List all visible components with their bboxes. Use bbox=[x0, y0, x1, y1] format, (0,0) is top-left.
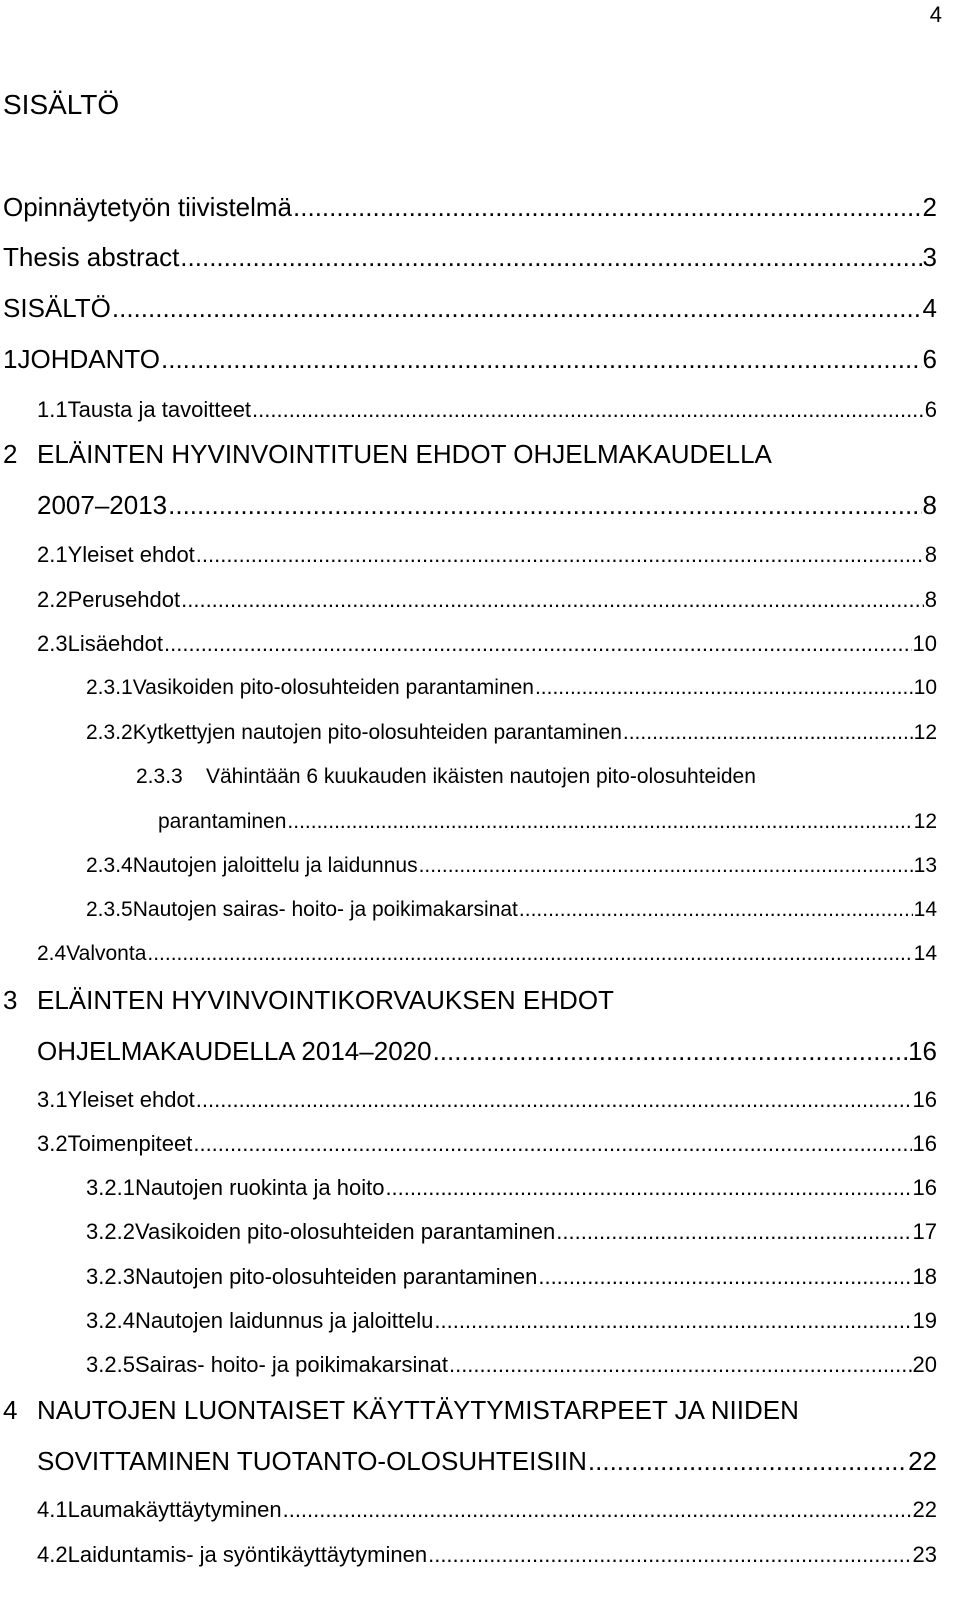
dot-leader bbox=[538, 1262, 911, 1292]
toc-entry[interactable] bbox=[37, 488, 937, 522]
toc-entry-number: 4.2 bbox=[37, 1542, 68, 1567]
toc-entry-page: 22 bbox=[908, 1446, 937, 1476]
toc-entry-page: 10 bbox=[913, 676, 937, 699]
toc-entry[interactable] bbox=[37, 940, 937, 968]
toc-entry-number: 2.4 bbox=[37, 942, 67, 965]
toc-entry-title: Nautojen ruokinta ja hoito bbox=[134, 1175, 385, 1200]
toc-entry-first-line[interactable] bbox=[3, 437, 772, 471]
toc-entry-title: Tausta ja tavoitteet bbox=[67, 397, 252, 422]
toc-entry-page: 18 bbox=[912, 1264, 937, 1289]
dot-leader bbox=[556, 1217, 911, 1247]
toc-entry-title: Yleiset ehdot bbox=[67, 542, 195, 567]
toc-entry[interactable] bbox=[3, 190, 937, 224]
toc-entry-number: 3.2.3 bbox=[86, 1264, 135, 1289]
toc-entry[interactable] bbox=[3, 240, 937, 274]
toc-entry-number: 1 bbox=[3, 344, 18, 374]
toc-entry[interactable] bbox=[86, 1350, 937, 1380]
toc-entry-page: 16 bbox=[912, 1087, 937, 1112]
dot-leader bbox=[287, 808, 912, 836]
toc-entry-page: 16 bbox=[912, 1175, 937, 1200]
toc-entry-title: Lisäehdot bbox=[67, 631, 164, 656]
toc-entry-title: Nautojen jaloittelu ja laidunnus bbox=[132, 854, 418, 877]
toc-entry[interactable] bbox=[86, 719, 937, 747]
toc-entry[interactable] bbox=[37, 1034, 937, 1068]
toc-entry-page: 12 bbox=[913, 721, 937, 744]
toc-entry-title: Sairas- hoito- ja poikimakarsinat bbox=[134, 1352, 448, 1377]
toc-entry[interactable] bbox=[37, 1495, 937, 1525]
toc-entry-title: Nautojen laidunnus ja jaloittelu bbox=[134, 1308, 434, 1333]
dot-leader bbox=[196, 1085, 912, 1115]
toc-entry-title: Thesis abstract bbox=[3, 242, 180, 272]
toc-entry[interactable] bbox=[86, 1262, 937, 1292]
toc-entry[interactable] bbox=[86, 1217, 937, 1247]
toc-entry-number: 2.3.5 bbox=[86, 898, 133, 921]
dot-leader bbox=[428, 1540, 911, 1570]
toc-entry[interactable] bbox=[3, 342, 937, 376]
toc-entry-title-line2: SOVITTAMINEN TUOTANTO-OLOSUHTEISIIN bbox=[37, 1446, 587, 1476]
toc-entry-page: 6 bbox=[922, 344, 937, 374]
toc-entry-title: Yleiset ehdot bbox=[67, 1087, 195, 1112]
toc-entry-page: 16 bbox=[912, 1131, 937, 1156]
page-title: SISÄLTÖ bbox=[3, 89, 120, 120]
toc-entry-number: 2.3.3 bbox=[136, 765, 183, 788]
toc-entry-page: 19 bbox=[912, 1308, 937, 1333]
toc-entry-title: Opinnäytetyön tiivistelmä bbox=[3, 192, 293, 222]
toc-entry-title: Vasikoiden pito-olosuhteiden parantaminen bbox=[134, 1219, 556, 1244]
toc-entry-page: 3 bbox=[922, 242, 937, 272]
toc-entry-first-line[interactable] bbox=[3, 1393, 799, 1427]
dot-leader bbox=[449, 1350, 912, 1380]
toc-entry[interactable] bbox=[86, 852, 937, 880]
toc-entry-number: 3.2.1 bbox=[86, 1175, 135, 1200]
toc-entry[interactable] bbox=[37, 1444, 937, 1478]
dot-leader bbox=[164, 629, 912, 659]
toc-entry-title: Vasikoiden pito-olosuhteiden parantaminen bbox=[132, 676, 534, 699]
dot-leader bbox=[181, 585, 924, 615]
toc-entry-number: 3.1 bbox=[37, 1087, 68, 1112]
toc-entry-title: JOHDANTO bbox=[17, 344, 160, 374]
toc-entry-page: 2 bbox=[922, 192, 937, 222]
toc-entry-title: Laiduntamis- ja syöntikäyttäytyminen bbox=[67, 1542, 428, 1567]
toc-entry-page: 16 bbox=[908, 1036, 937, 1066]
dot-leader bbox=[433, 1034, 908, 1068]
toc-entry[interactable] bbox=[37, 1085, 937, 1115]
toc-entry-page: 20 bbox=[912, 1352, 937, 1377]
toc-entry[interactable] bbox=[86, 1173, 937, 1203]
toc-entry-number: 3.2 bbox=[37, 1131, 68, 1156]
toc-entry-number: 1.1 bbox=[37, 397, 68, 422]
toc-entry-first-line[interactable] bbox=[136, 763, 756, 791]
toc-entry-number: 3.2.5 bbox=[86, 1352, 135, 1377]
toc-entry-number: 2.2 bbox=[37, 587, 68, 612]
toc-entry-number: 2.3.2 bbox=[86, 721, 133, 744]
toc-entry[interactable] bbox=[86, 1306, 937, 1336]
dot-leader bbox=[161, 342, 922, 376]
dot-leader bbox=[283, 1495, 912, 1525]
toc-entry-title-line2: 2007–2013 bbox=[37, 490, 168, 520]
dot-leader bbox=[434, 1306, 911, 1336]
toc-entry-number: 2 bbox=[3, 439, 18, 469]
toc-entry-title: Nautojen sairas- hoito- ja poikimakarsinat bbox=[132, 898, 518, 921]
page-number: 4 bbox=[929, 2, 942, 27]
toc-entry[interactable] bbox=[37, 395, 937, 425]
toc-entry-number: 4 bbox=[3, 1395, 18, 1425]
toc-entry-number: 4.1 bbox=[37, 1497, 68, 1522]
toc-entry-title-line1: Vähintään 6 kuukauden ikäisten nautojen pito-olosuhteiden bbox=[206, 765, 756, 788]
toc-entry-title-line2: OHJELMAKAUDELLA 2014–2020 bbox=[37, 1036, 432, 1066]
toc-entry[interactable] bbox=[86, 896, 937, 924]
toc-entry-number: 3.2.4 bbox=[86, 1308, 135, 1333]
toc-entry[interactable] bbox=[37, 629, 937, 659]
toc-entry-page: 22 bbox=[912, 1497, 937, 1522]
toc-entry-page: 8 bbox=[924, 542, 937, 567]
toc-entry-number: 3.2.2 bbox=[86, 1219, 135, 1244]
dot-leader bbox=[588, 1444, 907, 1478]
toc-entry-page: 4 bbox=[922, 293, 937, 323]
dot-leader bbox=[419, 852, 913, 880]
toc-entry-title: Laumakäyttäytyminen bbox=[67, 1497, 282, 1522]
toc-entry[interactable] bbox=[37, 1540, 937, 1570]
toc-entry-title: Valvonta bbox=[66, 942, 147, 965]
toc-entry-page: 6 bbox=[924, 397, 937, 422]
dot-leader bbox=[196, 540, 924, 570]
dot-leader bbox=[193, 1129, 911, 1159]
toc-entry-title: SISÄLTÖ bbox=[3, 293, 111, 323]
toc-entry-number: 2.1 bbox=[37, 542, 68, 567]
toc-entry-number: 2.3.1 bbox=[86, 676, 133, 699]
toc-entry[interactable] bbox=[37, 585, 937, 615]
toc-entry-page: 23 bbox=[912, 1542, 937, 1567]
toc-entry-title: Toimenpiteet bbox=[67, 1131, 193, 1156]
toc-entry-number: 2.3.4 bbox=[86, 854, 133, 877]
toc-entry-page: 14 bbox=[913, 942, 937, 965]
dot-leader bbox=[252, 395, 924, 425]
toc-entry-title: Kytkettyjen nautojen pito-olosuhteiden parantaminen bbox=[132, 721, 622, 744]
toc-entry[interactable] bbox=[37, 1129, 937, 1159]
toc-entry-page: 10 bbox=[912, 631, 937, 656]
dot-leader bbox=[180, 240, 921, 274]
dot-leader bbox=[168, 488, 921, 522]
toc-entry[interactable] bbox=[86, 674, 937, 702]
toc-entry-number: 3 bbox=[3, 985, 18, 1015]
toc-entry-title-line2: parantaminen bbox=[158, 810, 287, 833]
toc-entry-page: 13 bbox=[913, 854, 937, 877]
toc-entry-title-line1: ELÄINTEN HYVINVOINTIKORVAUKSEN EHDOT bbox=[37, 985, 614, 1015]
toc-entry-title-line1: ELÄINTEN HYVINVOINTITUEN EHDOT OHJELMAKAUDELLA bbox=[37, 439, 772, 469]
dot-leader bbox=[623, 719, 913, 747]
dot-leader bbox=[147, 940, 912, 968]
toc-entry[interactable] bbox=[3, 291, 937, 325]
toc-entry[interactable] bbox=[37, 540, 937, 570]
dot-leader bbox=[519, 896, 913, 924]
toc-entry-page: 12 bbox=[913, 810, 937, 833]
toc-entry-title-line1: NAUTOJEN LUONTAISET KÄYTTÄYTYMISTARPEET JA NIIDEN bbox=[37, 1395, 799, 1425]
toc-entry[interactable] bbox=[158, 808, 937, 836]
toc-entry-page: 8 bbox=[922, 490, 937, 520]
toc-entry-page: 8 bbox=[924, 587, 937, 612]
toc-entry-title: Nautojen pito-olosuhteiden parantaminen bbox=[134, 1264, 538, 1289]
toc-entry-page: 14 bbox=[913, 898, 937, 921]
dot-leader bbox=[535, 674, 913, 702]
toc-entry-number: 2.3 bbox=[37, 631, 68, 656]
dot-leader bbox=[112, 291, 922, 325]
toc-entry-title: Perusehdot bbox=[67, 587, 181, 612]
dot-leader bbox=[293, 190, 922, 224]
toc-entry-page: 17 bbox=[912, 1219, 937, 1244]
toc-entry-first-line[interactable] bbox=[3, 983, 614, 1017]
dot-leader bbox=[385, 1173, 911, 1203]
